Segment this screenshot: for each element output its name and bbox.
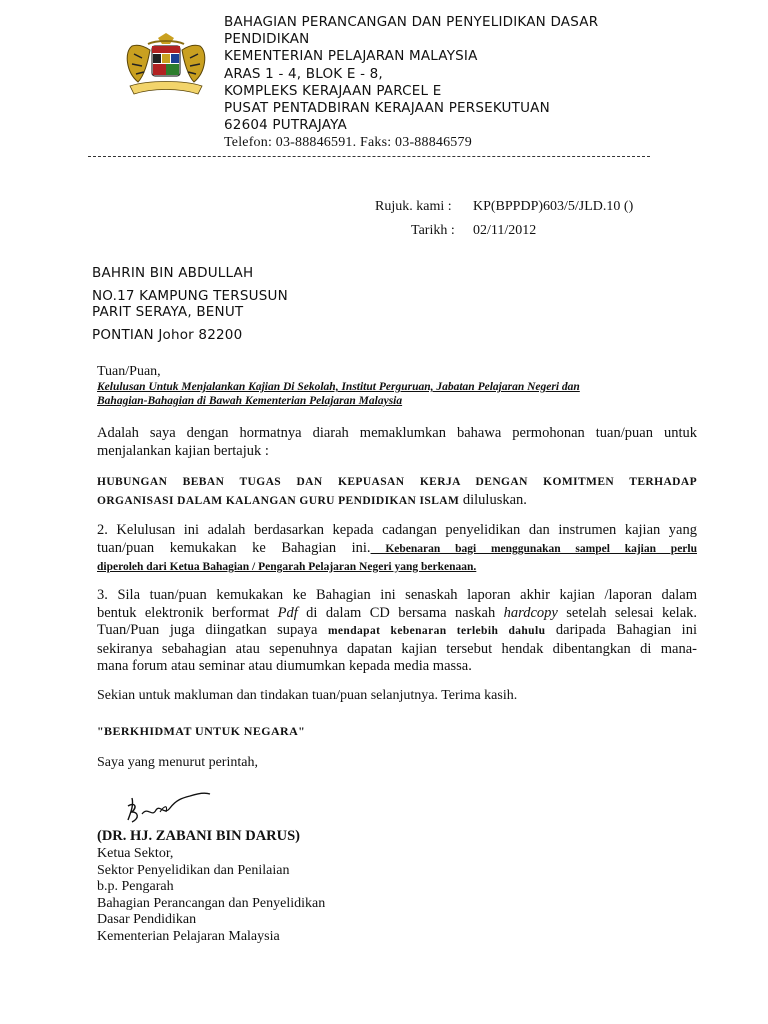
handwritten-signature-icon — [120, 784, 216, 828]
letterhead-line: 62604 PUTRAJAYA — [224, 117, 347, 134]
recipient-address-line: NO.17 KAMPUNG TERSUSUN — [92, 288, 288, 304]
paragraph-text: bentuk elektronik berformat — [97, 604, 278, 621]
header-divider — [88, 156, 650, 157]
recipient-address-line: PONTIAN Johor 82200 — [92, 327, 243, 343]
letterhead-line: KEMENTERIAN PELAJARAN MALAYSIA — [224, 48, 478, 65]
paragraph-text: setelah selesai kelak. — [557, 604, 698, 621]
recipient-address-line: PARIT SERAYA, BENUT — [92, 304, 244, 320]
paragraph-text: di dalam CD bersama naskah — [297, 604, 504, 621]
signatory-line: Bahagian Perancangan dan Penyelidikan — [97, 895, 326, 911]
signatory-line: Kementerian Pelajaran Malaysia — [97, 928, 280, 944]
letterhead-line: PENDIDIKAN — [224, 31, 310, 48]
emphasis-text: Kebenaran bagi menggunakan sampel kajian perlu — [370, 542, 697, 555]
subject-line: Kelulusan Untuk Menjalankan Kajian Di Sekolah, Institut Perguruan, Jabatan Pelajaran Negeri dan — [97, 381, 580, 393]
subject-line: Bahagian-Bahagian di Bawah Kementerian Pelajaran Malaysia — [97, 395, 403, 407]
date-value: 02/11/2012 — [473, 223, 537, 238]
signatory-name: (DR. HJ. ZABANI BIN DARUS) — [97, 828, 301, 844]
research-title-line: HUBUNGAN BEBAN TUGAS DAN KEPUASAN KERJA DENGAN KOMITMEN TERHADAP — [97, 476, 697, 488]
paragraph-3 — [97, 587, 697, 676]
approval-text: diluluskan. — [462, 491, 527, 508]
paragraph-text: tuan/puan kemukakan ke Bahagian ini. — [97, 539, 371, 556]
subject — [97, 380, 697, 408]
paragraph-text: daripada Bahagian ini — [545, 622, 697, 638]
letterhead — [224, 14, 598, 152]
signatory-line: Dasar Pendidikan — [97, 912, 197, 927]
research-title — [97, 474, 697, 510]
letterhead-line: BAHAGIAN PERANCANGAN DAN PENYELIDIKAN DASAR — [224, 14, 599, 30]
paragraph-2 — [97, 522, 697, 577]
recipient-name: BAHRIN BIN ABDULLAH — [92, 265, 254, 281]
signatory-line: b.p. Pengarah — [97, 879, 174, 894]
letterhead-line: PUSAT PENTADBIRAN KERAJAAN PERSEKUTUAN — [224, 100, 550, 117]
motto: "BERKHIDMAT UNTUK NEGARA" — [97, 724, 306, 738]
intro-paragraph: Adalah saya dengan hormatnya diarah memaklumkan bahawa permohonan tuan/puan untuk menjalankan kajian bertajuk : — [97, 425, 697, 459]
letterhead-line: KOMPLEKS KERAJAAN PARCEL E — [224, 82, 442, 99]
bold-text: mendapat kebenaran terlebih dahulu — [327, 625, 546, 637]
letterhead-line: ARAS 1 - 4, BLOK E - 8, — [224, 65, 383, 82]
malaysia-coat-of-arms-icon — [118, 32, 214, 102]
paragraph-line: sekiranya sebahagian atau sepenuhnya dapatan kajian tersebut hendak dibentangkan di mana- — [97, 640, 697, 657]
paragraph-line: 2. Kelulusan ini adalah berdasarkan kepada cadangan penyelidikan dan instrumen kajian yang — [97, 522, 697, 538]
paragraph-line: 3. Sila tuan/puan kemukakan ke Bahagian ini senaskah laporan akhir kajian /laporan dalam — [97, 587, 697, 603]
paragraph-text: Tuan/Puan juga diingatkan supaya — [97, 622, 328, 638]
pdf-text: Pdf — [277, 604, 298, 621]
paragraph-line: mana forum atau seminar atau diumumkan kepada media massa. — [97, 658, 472, 674]
hardcopy-text: hardcopy — [503, 604, 558, 621]
closing-text: Sekian untuk makluman dan tindakan tuan/puan selanjutnya. Terima kasih. — [97, 688, 518, 703]
signatory-line: Ketua Sektor, — [97, 846, 174, 861]
reference-label: Rujuk. kami : — [375, 199, 452, 214]
research-title-line: ORGANISASI DALAM KALANGAN GURU PENDIDIKAN ISLAM — [97, 494, 460, 507]
sign-off: Saya yang menurut perintah, — [97, 755, 258, 770]
reference-value: KP(BPPDP)603/5/JLD.10 () — [473, 199, 634, 214]
signatory-line: Sektor Penyelidikan dan Penilaian — [97, 862, 290, 878]
date-label: Tarikh : — [411, 223, 455, 238]
letterhead-telephone: Telefon: 03-88846591. Faks: 03-88846579 — [224, 135, 472, 151]
salutation: Tuan/Puan, — [97, 364, 161, 379]
signatory-details — [97, 846, 325, 945]
emphasis-text: diperoleh dari Ketua Bahagian / Pengarah Pelajaran Negeri yang berkenaan. — [97, 561, 477, 573]
